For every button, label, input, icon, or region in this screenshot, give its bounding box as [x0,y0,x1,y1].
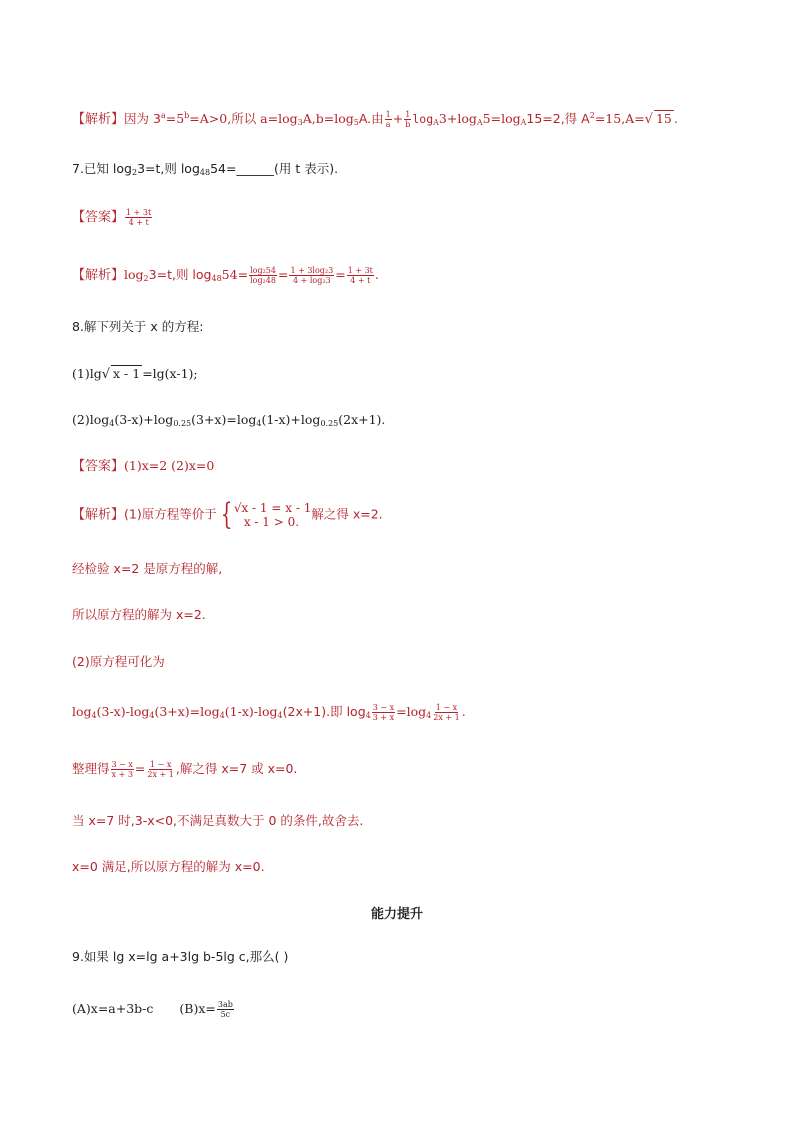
answer-label: 【答案】 [72,210,125,225]
fraction-1-over-a: $\frac{1}{a}$ [385,110,391,129]
q8-part1: (1)lg√ x - 1 =lg(x-1); [72,366,198,382]
analysis-label: 【解析】 [72,112,125,127]
q8-part2-intro: (2)原方程可化为 [72,654,165,669]
equation-system: { √x - 1 = x - 1 x - 1 > 0. [220,497,312,532]
fraction-1-over-b: $\frac{1}{b}$ [405,110,411,129]
q7-question: 7.已知 $\log_23=t$,则 $\log_{48}54=\_\_\_\_\_\_$(用 t 表示). [72,161,339,177]
q9-option-b: (B)x= [179,1001,216,1016]
q7-analysis: 【解析】$\log_23=t$,则 $\log_{48}54=$ $\frac{\text{log₂54}}{\text{log₂48}}$ = $\frac{\text{1 + 3log₂3}}{\text{4 + log₂3}}$ = $\frac{1 + 3t}{4 + t}$ . [72,266,379,285]
q8-part2-equation: $\log_4(3-x)-\log_4(3+x)=\log_4(1-x)-\log_4(2x+1)$.即 $\log_4$ $\frac{3 - x}{3 + x}$ $=\log_4$ $\frac{1 - x}{2x + 1}$ . [72,703,466,722]
q9-question: 9.如果 lg x=lg a+3lg b-5lg c,那么( ) [72,949,289,964]
q8-conclude1: 所以原方程的解为 x=2. [72,607,206,622]
q9-options: (A)x=a+3b-c (B)x= $\frac{3ab}{5c}$ [72,1000,233,1019]
q8-answer: 【答案】(1)x=2 (2)x=0 [72,458,215,474]
q8-conclude2: x=0 满足,所以原方程的解为 x=0. [72,859,265,874]
q8-reject: 当 x=7 时,3-x<0,不满足真数大于 0 的条件,故舍去. [72,813,364,828]
section-heading: 能力提升 [370,907,423,922]
sqrt-15: 15 [655,111,672,126]
q7-answer [72,208,153,227]
q8-question: 8.解下列关于 x 的方程: [72,319,204,334]
q8-simplify: 整理得 $\frac{3 - x}{x + 3}$ = $\frac{1 - x}{2x + 1}$ ,解之得 x=7 或 x=0. [72,760,298,779]
q8-part2: $(2)\log_4(3-x)+\log_{0.25}(3+x)=\log_4(1-x)+\log_{0.25}(2x+1)$. [72,412,386,428]
q6-analysis-line: 【解析】因为 $3^a=5^b=A>0$,所以 $a=\log_3A,b=\log_5A$.由 $\frac{1}{a}$ + $\frac{1}{b}$ $\log_A3+\log_A5=\log_A15=2$,得 $A^2=15,A=√$ 15 . [72,110,678,129]
analysis-label: 【解析】 [72,268,125,283]
q8-analysis1: 【解析】(1)原方程等价于 { √x - 1 = x - 1 x - 1 > 0. 解之得 x=2. [72,497,383,532]
q9-option-a: (A)x=a+3b-c [72,1001,154,1016]
q8-check: 经检验 x=2 是原方程的解, [72,561,223,576]
q7-answer-fraction: $\frac{1 + 3t}{4 + t}$ [126,208,152,227]
